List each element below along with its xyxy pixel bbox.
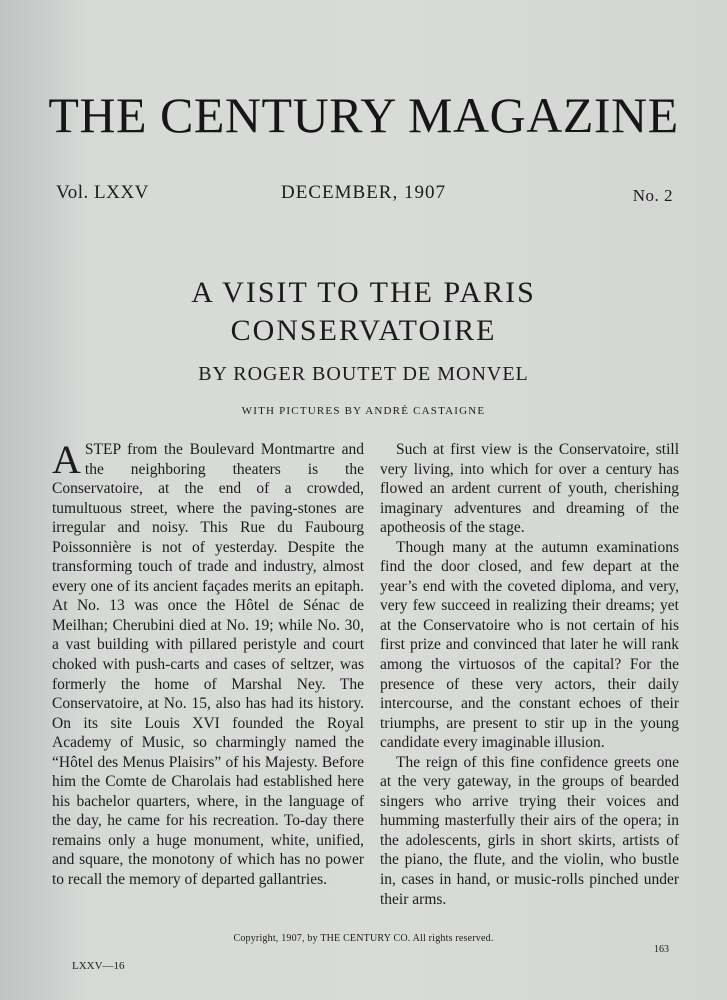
- page-number: 163: [654, 944, 669, 955]
- copyright-notice: Copyright, 1907, by THE CENTURY CO. All rights reserved.: [233, 933, 494, 944]
- byline: BY ROGER BOUTET DE MONVEL: [198, 363, 529, 385]
- article-title-line-2: CONSERVATOIRE: [230, 314, 497, 347]
- article-title: [0, 274, 727, 350]
- paragraph: Such at first view is the Conservatoire, still very living, into which for over a century has flowed an ardent current of youth, cherishing imaginary adventures and dreaming of the apotheosis of the stage.: [380, 441, 679, 537]
- paragraph: [52, 437, 364, 890]
- left-column: [52, 437, 364, 890]
- issue-date: DECEMBER, 1907: [281, 182, 446, 203]
- volume-number: Vol. LXXV: [56, 182, 149, 203]
- paragraph: Though many at the autumn examinations find the door closed, and few depart at the year’s end with the coveted diploma, and very, very few succeed in realizing their dreams; yet at the Conservatoire who is not certain of his first prize and convinced that later he will rank among the virtuosos of the capital? For the presence of these very actors, their daily intercourse, and the constant echoes of their triumphs, are present to stir up in the young candidate every imaginable illusion.: [380, 538, 679, 752]
- paragraph-text: STEP from the Boulevard Montmartre and the neighboring theaters is the Conservatoire, at the end of a crowded, tumultuous street, where the paving-stones are irregular and noisy. This Rue du Faubourg Poissonnière is not of yesterday. Despite the transforming touch of trade and industry, almost every one of its ancient façades merits an epitaph. At No. 13 was once the Hôtel de Sénac de Meilhan; Cherubini died at No. 19; while No. 30, a vast building with pillared peristyle and court choked with push-carts and cases of seltzer, was formerly the home of Marshal Ney. The Conservatoire, at No. 15, also has had its history. On its site Louis XVI founded the Royal Academy of Music, so charmingly named the “Hôtel des Menus Plaisirs” of his Majesty. Before him the Comte de Charolais had established here his bachelor quarters, where, in the language of the day, he came for his recreation. To-day there remains only a huge monument, white, unified, and square, the monotony of which has no power to recall the memory of departed gallantries.: [52, 441, 364, 889]
- article-title-line-1: A VISIT TO THE PARIS: [191, 276, 536, 309]
- drop-cap: A: [52, 437, 81, 482]
- masthead: THE CENTURY MAGAZINE: [48, 87, 679, 143]
- issue-number: No. 2: [632, 186, 673, 205]
- illustration-credit: WITH PICTURES BY ANDRÉ CASTAIGNE: [241, 405, 486, 417]
- signature-mark: LXXV—16: [72, 960, 125, 972]
- paragraph: The reign of this fine confidence greets one at the very gateway, in the groups of bearded singers who arrive trying their voices and humming masterfully their airs of the opera; in the adolescents, girls in short skirts, artists of the piano, the flute, and the violin, who bustle in, cases in hand, or music-rolls pinched under their arms.: [380, 753, 679, 908]
- right-column: [380, 440, 679, 909]
